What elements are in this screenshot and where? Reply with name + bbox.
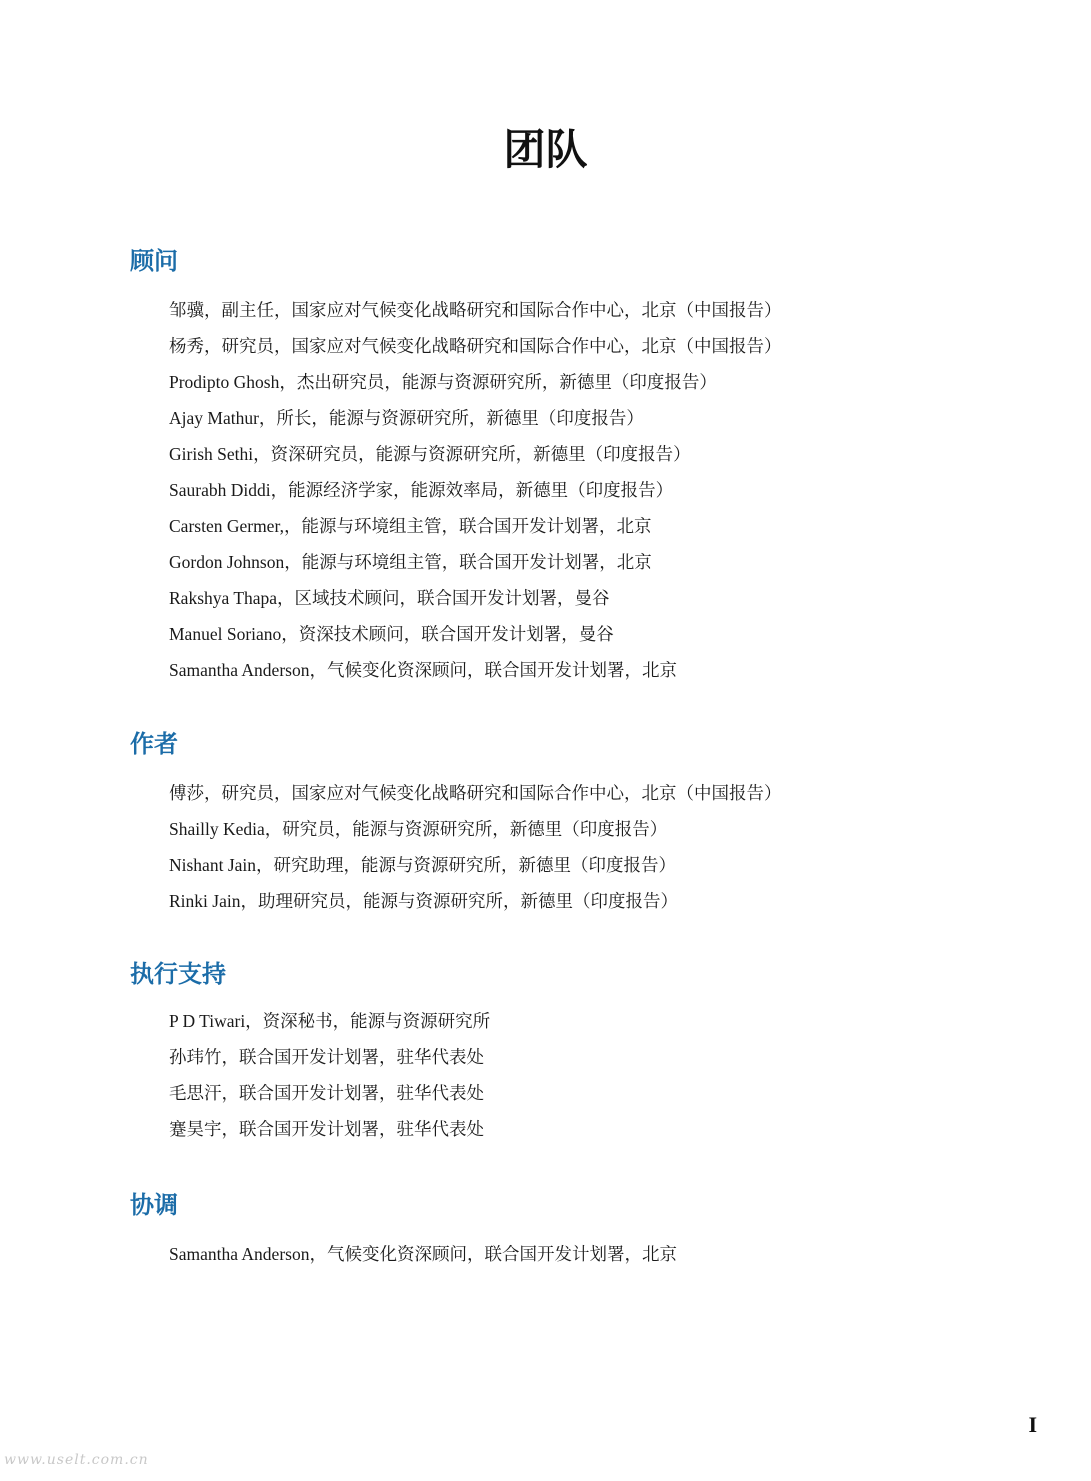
authors-list xyxy=(130,775,1030,919)
list-item: Rakshya Thapa，区域技术顾问，联合国开发计划署，曼谷 xyxy=(169,588,610,608)
section-executive-support xyxy=(130,959,1030,1147)
section-advisors xyxy=(130,246,1030,688)
list-item: P D Tiwari，资深秘书，能源与资源研究所 xyxy=(169,1011,491,1031)
list-item: Gordon Johnson，能源与环境组主管，联合国开发计划署，北京 xyxy=(169,552,652,572)
list-item: Saurabh Diddi，能源经济学家，能源效率局，新德里（印度报告） xyxy=(169,480,674,500)
list-item: Ajay Mathur，所长，能源与资源研究所，新德里（印度报告） xyxy=(169,408,644,428)
list-item: 傅莎，研究员，国家应对气候变化战略研究和国际合作中心，北京（中国报告） xyxy=(169,783,782,803)
list-item: Rinki Jain，助理研究员，能源与资源研究所，新德里（印度报告） xyxy=(169,891,678,911)
watermark: www.uselt.com.cn xyxy=(4,1452,149,1468)
list-item: Carsten Germer,，能源与环境组主管，联合国开发计划署，北京 xyxy=(169,516,652,536)
section-authors xyxy=(130,729,1030,919)
list-item: Girish Sethi，资深研究员，能源与资源研究所，新德里（印度报告） xyxy=(169,444,691,464)
list-item: 毛思汗，联合国开发计划署，驻华代表处 xyxy=(169,1083,484,1103)
list-item: Nishant Jain，研究助理，能源与资源研究所，新德里（印度报告） xyxy=(169,855,677,875)
list-item: Prodipto Ghosh，杰出研究员，能源与资源研究所，新德里（印度报告） xyxy=(169,372,717,392)
executive-support-list xyxy=(130,1003,1030,1147)
list-item: 杨秀，研究员，国家应对气候变化战略研究和国际合作中心，北京（中国报告） xyxy=(169,336,782,356)
list-item: 蹇昊宇，联合国开发计划署，驻华代表处 xyxy=(169,1119,484,1139)
coordination-list xyxy=(130,1236,1030,1272)
list-item: Manuel Soriano，资深技术顾问，联合国开发计划署，曼谷 xyxy=(169,624,614,644)
page-title: 团队 xyxy=(503,125,588,174)
section-heading-authors: 作者 xyxy=(130,730,178,758)
list-item: Samantha Anderson，气候变化资深顾问，联合国开发计划署，北京 xyxy=(169,1244,677,1264)
advisors-list xyxy=(130,292,1030,688)
list-item: Shailly Kedia，研究员，能源与资源研究所，新德里（印度报告） xyxy=(169,819,668,839)
list-item: 邹骥，副主任，国家应对气候变化战略研究和国际合作中心，北京（中国报告） xyxy=(169,300,782,320)
page-number: I xyxy=(1028,1412,1037,1437)
list-item: Samantha Anderson，气候变化资深顾问，联合国开发计划署，北京 xyxy=(169,660,677,680)
section-coordination xyxy=(130,1190,1030,1272)
section-heading-executive-support: 执行支持 xyxy=(130,960,226,988)
section-heading-coordination: 协调 xyxy=(130,1191,178,1219)
list-item: 孙玮竹，联合国开发计划署，驻华代表处 xyxy=(169,1047,484,1067)
section-heading-advisors: 顾问 xyxy=(130,247,178,275)
